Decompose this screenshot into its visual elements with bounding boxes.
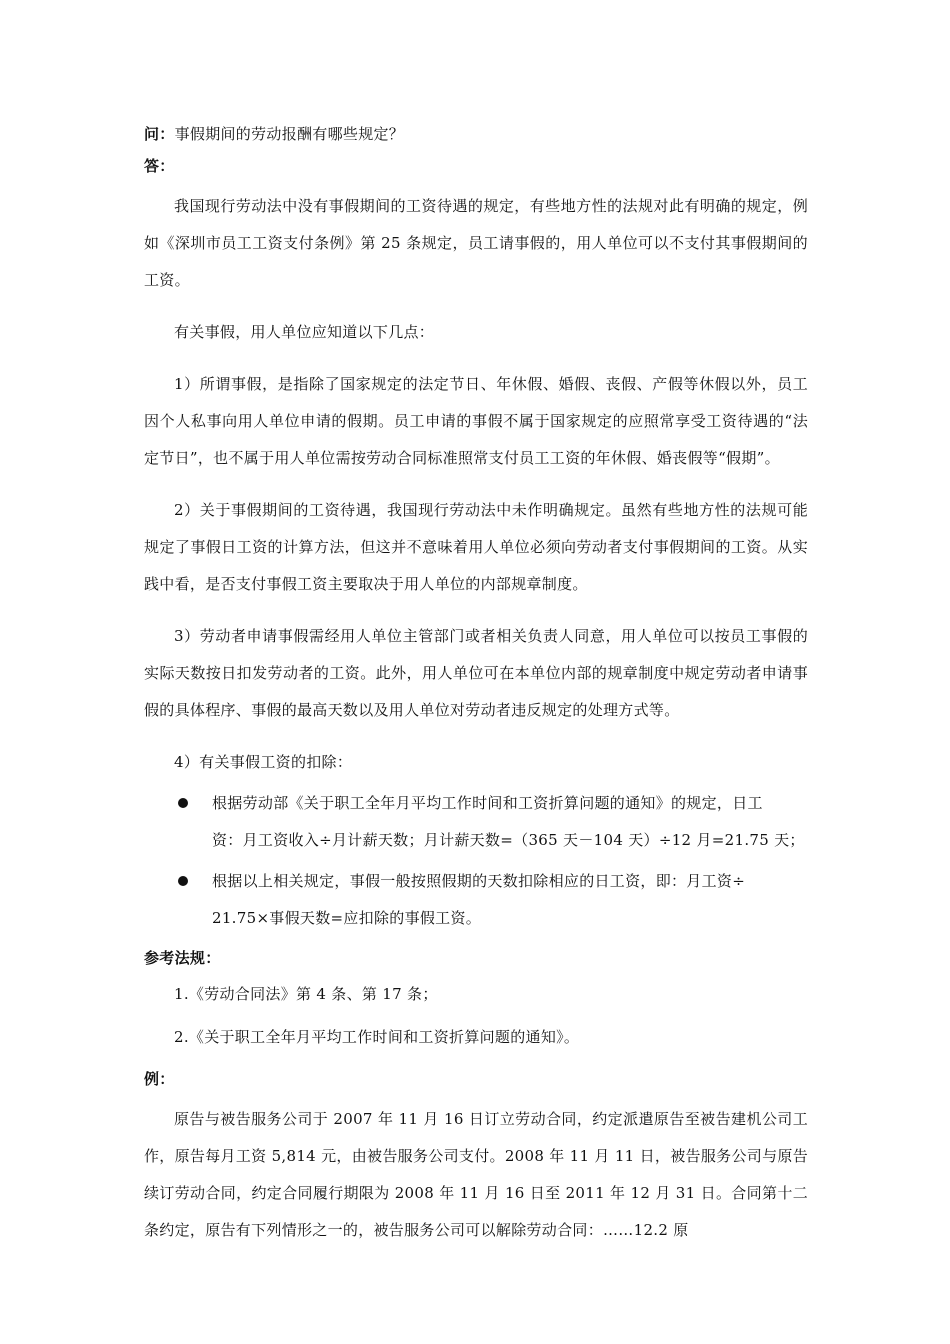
example-paragraph: 原告与被告服务公司于 2007 年 11 月 16 日订立劳动合同，约定派遣原告至被告建机公司工作，原告每月工资 5,814 元，由被告服务公司支付。2008 年 11 月 11 日，被告服务公司与原告续订劳动合同，约定合同履行期限为 2008 年 11 月 16 日至 2011 年 12 月 31 日。合同第十二条约定，原告有下列情形之一的，被告服务公司可以解除劳动合同：……12.2 原 <box>144 1110 808 1239</box>
reference-item: 2.《关于职工全年月平均工作时间和工资折算问题的通知》。 <box>174 1028 580 1046</box>
point-1-paragraph: 1）所谓事假，是指除了国家规定的法定节日、年休假、婚假、丧假、产假等休假以外，员工因个人私事向用人单位申请的假期。员工申请的事假不属于国家规定的应照常享受工资待遇的“法定节日”，也不属于用人单位需按劳动合同标准照常支付员工工资的年休假、婚丧假等“假期”。 <box>144 375 808 467</box>
reference-item: 1.《劳动合同法》第 4 条、第 17 条； <box>174 985 438 1003</box>
bullet-line: 根据劳动部《关于职工全年月平均工作时间和工资折算问题的通知》的规定，日工 <box>212 794 763 812</box>
question-text: 事假期间的劳动报酬有哪些规定？ <box>174 125 405 143</box>
bullet-dot-icon <box>178 798 188 808</box>
answer-intro-paragraph: 我国现行劳动法中没有事假期间的工资待遇的规定，有些地方性的法规对此有明确的规定，例如《深圳市员工工资支付条例》第 25 条规定，员工请事假的，用人单位可以不支付其事假期间的工资。 <box>144 197 808 289</box>
point-4-paragraph: 4）有关事假工资的扣除： <box>174 753 353 771</box>
question <box>144 120 808 149</box>
bullet-line: 资：月工资收入÷月计薪天数；月计薪天数=（365 天－104 天）÷12 月=21.75 天； <box>212 831 805 849</box>
bullet-item <box>144 863 808 937</box>
document-page <box>144 120 808 1253</box>
example-label: 例： <box>144 1070 175 1088</box>
references-label: 参考法规： <box>144 949 221 967</box>
bullet-line: 根据以上相关规定，事假一般按照假期的天数扣除相应的日工资，即：月工资÷ <box>212 872 746 890</box>
question-label: 问： <box>144 125 175 143</box>
bullet-line: 21.75×事假天数=应扣除的事假工资。 <box>212 909 482 927</box>
point-2-paragraph: 2）关于事假期间的工资待遇，我国现行劳动法中未作明确规定。虽然有些地方性的法规可能规定了事假日工资的计算方法，但这并不意味着用人单位必须向劳动者支付事假期间的工资。从实践中看，是否支付事假工资主要取决于用人单位的内部规章制度。 <box>144 501 808 593</box>
answer-lead-paragraph: 有关事假，用人单位应知道以下几点： <box>174 323 435 341</box>
point-3-paragraph: 3）劳动者申请事假需经用人单位主管部门或者相关负责人同意，用人单位可以按员工事假的实际天数按日扣发劳动者的工资。此外，用人单位可在本单位内部的规章制度中规定劳动者申请事假的具体程序、事假的最高天数以及用人单位对劳动者违反规定的处理方式等。 <box>144 627 808 719</box>
bullet-item <box>144 785 808 859</box>
bullet-dot-icon <box>178 876 188 886</box>
answer-label: 答： <box>144 157 175 175</box>
